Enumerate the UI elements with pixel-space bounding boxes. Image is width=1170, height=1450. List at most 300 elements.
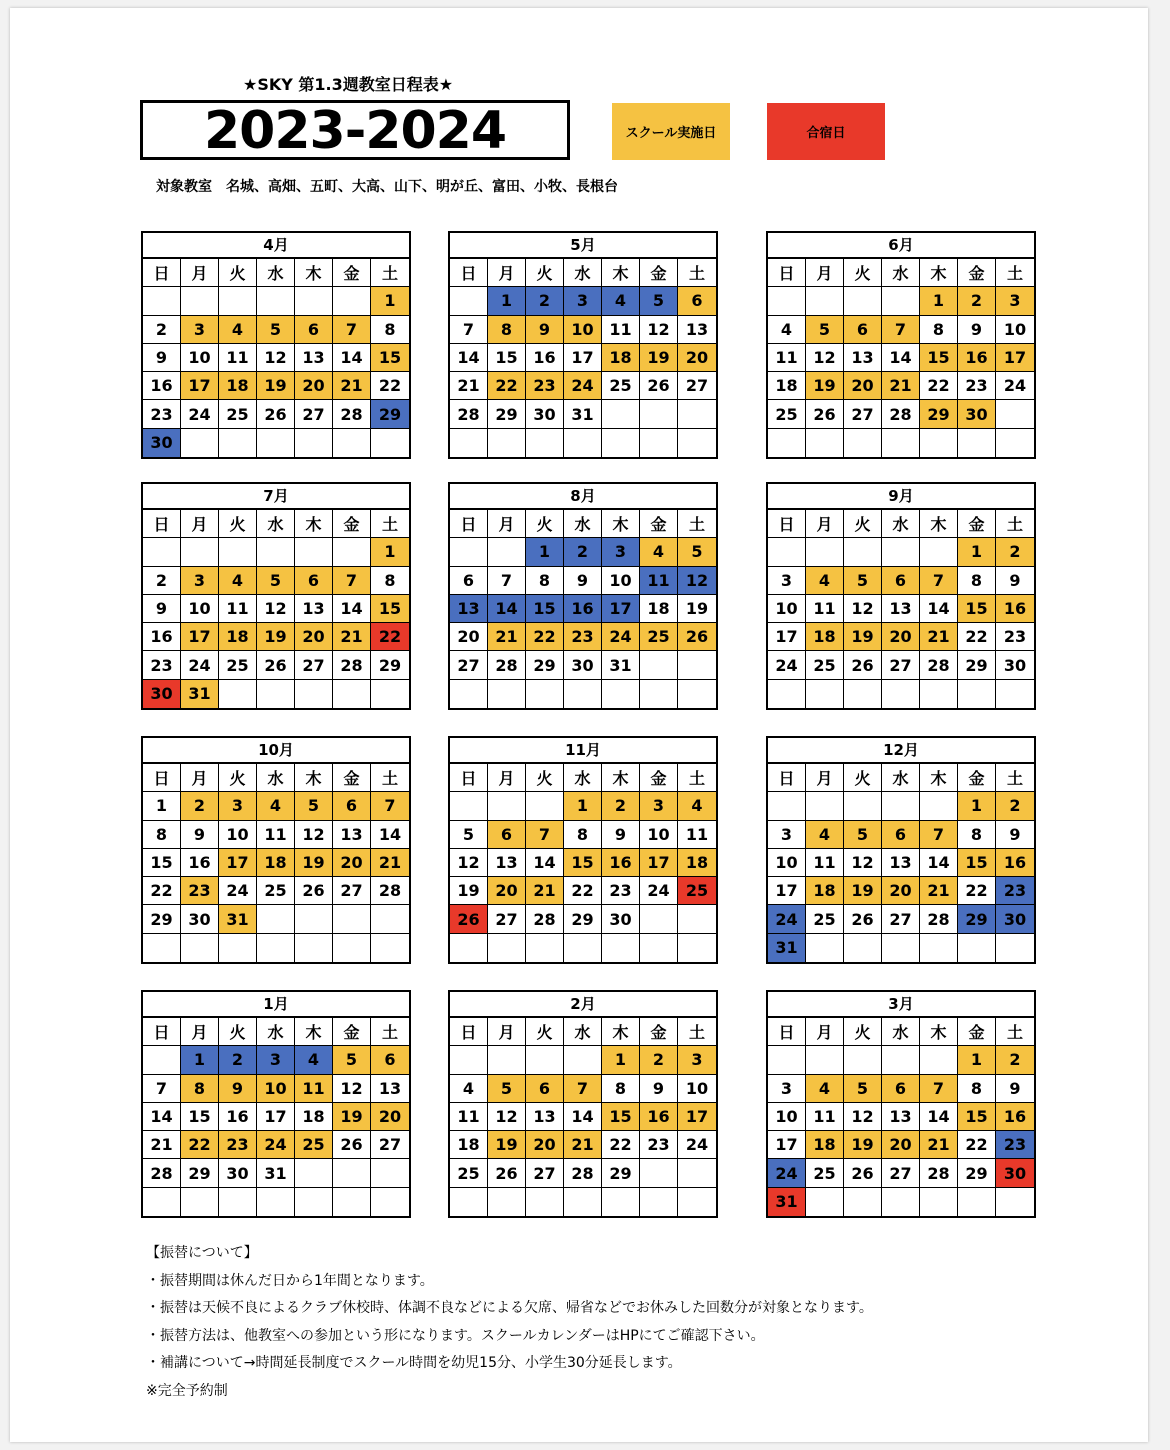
- month-title: 5月: [450, 233, 716, 259]
- day-cell: 4: [678, 792, 716, 820]
- empty-cell: [450, 680, 488, 708]
- day-cell: 15: [602, 1103, 640, 1131]
- day-cell: 18: [295, 1103, 333, 1131]
- day-cell: 21: [920, 1131, 958, 1159]
- day-cell: 27: [882, 905, 920, 933]
- day-cell: 6: [333, 792, 371, 820]
- year-title: 2023-2024: [203, 101, 507, 161]
- empty-cell: [450, 538, 488, 566]
- empty-cell: [295, 905, 333, 933]
- day-cell: 30: [526, 400, 564, 428]
- day-cell: 8: [181, 1075, 219, 1103]
- day-cell: 19: [257, 372, 295, 400]
- day-cell: 14: [488, 595, 526, 623]
- day-cell: 11: [295, 1075, 333, 1103]
- day-cell: 21: [371, 849, 409, 877]
- empty-cell: [806, 934, 844, 962]
- empty-cell: [768, 680, 806, 708]
- day-cell: 13: [333, 821, 371, 849]
- day-cell: 3: [257, 1046, 295, 1074]
- day-cell: 19: [333, 1103, 371, 1131]
- schedule-sheet: [10, 8, 1148, 1442]
- day-cell: 12: [333, 1075, 371, 1103]
- weekday-header: 火: [526, 1018, 564, 1046]
- empty-cell: [958, 934, 996, 962]
- empty-cell: [450, 792, 488, 820]
- weekday-header: 木: [602, 764, 640, 792]
- empty-cell: [143, 538, 181, 566]
- day-cell: 9: [958, 316, 996, 344]
- empty-cell: [602, 934, 640, 962]
- day-cell: 24: [640, 877, 678, 905]
- empty-cell: [882, 1046, 920, 1074]
- day-cell: 2: [996, 792, 1034, 820]
- day-cell: 18: [450, 1131, 488, 1159]
- day-cell: 3: [181, 316, 219, 344]
- weekday-header: 金: [958, 764, 996, 792]
- empty-cell: [295, 538, 333, 566]
- empty-cell: [996, 680, 1034, 708]
- day-cell: 5: [333, 1046, 371, 1074]
- month-title: 7月: [143, 484, 409, 510]
- day-cell: 15: [958, 1103, 996, 1131]
- weekday-header: 土: [996, 1018, 1034, 1046]
- weekday-header: 水: [882, 1018, 920, 1046]
- day-cell: 13: [450, 595, 488, 623]
- weekday-header: 金: [640, 764, 678, 792]
- empty-cell: [450, 287, 488, 315]
- day-cell: 25: [806, 905, 844, 933]
- day-cell: 29: [143, 905, 181, 933]
- day-cell: 25: [806, 651, 844, 679]
- empty-cell: [295, 287, 333, 315]
- weekday-header: 日: [143, 1018, 181, 1046]
- day-cell: 29: [488, 400, 526, 428]
- day-cell: 21: [333, 623, 371, 651]
- day-cell: 9: [181, 821, 219, 849]
- day-cell: 2: [958, 287, 996, 315]
- day-cell: 8: [371, 316, 409, 344]
- empty-cell: [257, 429, 295, 457]
- empty-cell: [257, 680, 295, 708]
- day-cell: 3: [678, 1046, 716, 1074]
- empty-cell: [488, 538, 526, 566]
- day-cell: 24: [768, 1159, 806, 1187]
- empty-cell: [333, 287, 371, 315]
- weekday-header: 火: [844, 1018, 882, 1046]
- day-cell: 26: [257, 400, 295, 428]
- weekday-header: 日: [768, 510, 806, 538]
- day-cell: 20: [844, 372, 882, 400]
- month-calendar: [141, 736, 411, 964]
- day-cell: 9: [996, 567, 1034, 595]
- day-cell: 25: [768, 400, 806, 428]
- day-cell: 10: [602, 567, 640, 595]
- empty-cell: [371, 429, 409, 457]
- weekday-header: 日: [450, 764, 488, 792]
- day-cell: 19: [257, 623, 295, 651]
- day-cell: 21: [564, 1131, 602, 1159]
- day-cell: 13: [882, 849, 920, 877]
- day-cell: 1: [371, 538, 409, 566]
- note-line: ・振替方法は、他教室への参加という形になります。スクールカレンダーはHPにてご確認下さい。: [146, 1327, 765, 1344]
- day-cell: 23: [958, 372, 996, 400]
- day-cell: 1: [488, 287, 526, 315]
- day-cell: 11: [806, 849, 844, 877]
- empty-cell: [640, 1188, 678, 1216]
- weekday-header: 水: [257, 259, 295, 287]
- day-cell: 23: [219, 1131, 257, 1159]
- day-cell: 3: [640, 792, 678, 820]
- day-cell: 28: [333, 651, 371, 679]
- day-cell: 6: [844, 316, 882, 344]
- empty-cell: [844, 429, 882, 457]
- note-line: ・振替は天候不良によるクラブ休校時、体調不良などによる欠席、帰省などでお休みした回数分が対象となります。: [146, 1300, 873, 1316]
- day-cell: 15: [526, 595, 564, 623]
- day-cell: 5: [257, 567, 295, 595]
- empty-cell: [920, 1188, 958, 1216]
- day-cell: 13: [371, 1075, 409, 1103]
- day-cell: 24: [181, 400, 219, 428]
- empty-cell: [996, 400, 1034, 428]
- empty-cell: [181, 429, 219, 457]
- empty-cell: [920, 429, 958, 457]
- day-cell: 19: [678, 595, 716, 623]
- day-cell: 20: [678, 344, 716, 372]
- weekday-header: 水: [882, 259, 920, 287]
- day-cell: 5: [488, 1075, 526, 1103]
- day-cell: 7: [920, 821, 958, 849]
- day-cell: 12: [450, 849, 488, 877]
- day-cell: 10: [181, 595, 219, 623]
- day-cell: 26: [678, 623, 716, 651]
- day-cell: 6: [295, 316, 333, 344]
- day-cell: 28: [564, 1159, 602, 1187]
- day-cell: 13: [295, 344, 333, 372]
- day-cell: 15: [958, 595, 996, 623]
- day-cell: 7: [371, 792, 409, 820]
- day-cell: 23: [602, 877, 640, 905]
- empty-cell: [882, 429, 920, 457]
- empty-cell: [564, 934, 602, 962]
- day-cell: 30: [219, 1159, 257, 1187]
- empty-cell: [219, 680, 257, 708]
- day-cell: 29: [526, 651, 564, 679]
- day-cell: 22: [143, 877, 181, 905]
- weekday-header: 日: [143, 764, 181, 792]
- empty-cell: [996, 934, 1034, 962]
- empty-cell: [371, 1159, 409, 1187]
- day-cell: 22: [958, 1131, 996, 1159]
- day-cell: 21: [920, 877, 958, 905]
- day-cell: 24: [768, 905, 806, 933]
- month-calendar: [766, 990, 1036, 1218]
- month-calendar: [141, 482, 411, 710]
- empty-cell: [526, 1188, 564, 1216]
- day-cell: 26: [844, 905, 882, 933]
- empty-cell: [257, 905, 295, 933]
- weekday-header: 金: [640, 510, 678, 538]
- empty-cell: [806, 1046, 844, 1074]
- day-cell: 13: [678, 316, 716, 344]
- empty-cell: [450, 429, 488, 457]
- day-cell: 3: [768, 821, 806, 849]
- empty-cell: [602, 429, 640, 457]
- day-cell: 30: [564, 651, 602, 679]
- empty-cell: [488, 934, 526, 962]
- month-title: 2月: [450, 992, 716, 1018]
- month-title: 9月: [768, 484, 1034, 510]
- day-cell: 4: [806, 1075, 844, 1103]
- empty-cell: [526, 792, 564, 820]
- empty-cell: [602, 1188, 640, 1216]
- day-cell: 28: [488, 651, 526, 679]
- day-cell: 29: [371, 651, 409, 679]
- day-cell: 1: [371, 287, 409, 315]
- weekday-header: 火: [219, 764, 257, 792]
- empty-cell: [768, 429, 806, 457]
- day-cell: 9: [143, 344, 181, 372]
- day-cell: 7: [882, 316, 920, 344]
- day-cell: 2: [181, 792, 219, 820]
- day-cell: 9: [996, 821, 1034, 849]
- day-cell: 17: [996, 344, 1034, 372]
- weekday-header: 月: [488, 1018, 526, 1046]
- day-cell: 23: [996, 1131, 1034, 1159]
- empty-cell: [640, 934, 678, 962]
- day-cell: 11: [257, 821, 295, 849]
- day-cell: 26: [450, 905, 488, 933]
- empty-cell: [181, 934, 219, 962]
- day-cell: 22: [602, 1131, 640, 1159]
- month-title: 8月: [450, 484, 716, 510]
- day-cell: 31: [181, 680, 219, 708]
- day-cell: 5: [844, 821, 882, 849]
- day-cell: 12: [844, 1103, 882, 1131]
- day-cell: 30: [181, 905, 219, 933]
- empty-cell: [806, 429, 844, 457]
- day-cell: 12: [640, 316, 678, 344]
- empty-cell: [564, 1046, 602, 1074]
- day-cell: 24: [768, 651, 806, 679]
- empty-cell: [844, 680, 882, 708]
- day-cell: 13: [295, 595, 333, 623]
- weekday-header: 木: [295, 1018, 333, 1046]
- day-cell: 5: [678, 538, 716, 566]
- weekday-header: 木: [920, 764, 958, 792]
- day-cell: 25: [450, 1159, 488, 1187]
- empty-cell: [219, 287, 257, 315]
- weekday-header: 土: [371, 1018, 409, 1046]
- day-cell: 23: [143, 651, 181, 679]
- empty-cell: [371, 905, 409, 933]
- empty-cell: [640, 1159, 678, 1187]
- month-calendar: [766, 231, 1036, 459]
- empty-cell: [958, 1188, 996, 1216]
- weekday-header: 金: [640, 259, 678, 287]
- day-cell: 10: [996, 316, 1034, 344]
- day-cell: 28: [333, 400, 371, 428]
- day-cell: 19: [295, 849, 333, 877]
- empty-cell: [882, 680, 920, 708]
- empty-cell: [219, 1188, 257, 1216]
- weekday-header: 木: [602, 510, 640, 538]
- day-cell: 14: [882, 344, 920, 372]
- day-cell: 1: [602, 1046, 640, 1074]
- day-cell: 26: [640, 372, 678, 400]
- day-cell: 10: [219, 821, 257, 849]
- day-cell: 17: [564, 344, 602, 372]
- day-cell: 9: [640, 1075, 678, 1103]
- weekday-header: 金: [958, 510, 996, 538]
- day-cell: 7: [564, 1075, 602, 1103]
- empty-cell: [371, 680, 409, 708]
- empty-cell: [602, 400, 640, 428]
- empty-cell: [678, 651, 716, 679]
- empty-cell: [806, 1188, 844, 1216]
- empty-cell: [640, 429, 678, 457]
- weekday-header: 日: [768, 764, 806, 792]
- empty-cell: [143, 1046, 181, 1074]
- weekday-header: 日: [143, 259, 181, 287]
- day-cell: 10: [768, 849, 806, 877]
- notes-heading: 【振替について】: [146, 1245, 258, 1261]
- day-cell: 1: [181, 1046, 219, 1074]
- day-cell: 28: [920, 651, 958, 679]
- day-cell: 7: [488, 567, 526, 595]
- day-cell: 31: [768, 1188, 806, 1216]
- day-cell: 3: [219, 792, 257, 820]
- day-cell: 15: [371, 344, 409, 372]
- day-cell: 29: [181, 1159, 219, 1187]
- day-cell: 7: [143, 1075, 181, 1103]
- empty-cell: [640, 400, 678, 428]
- day-cell: 31: [602, 651, 640, 679]
- empty-cell: [678, 934, 716, 962]
- day-cell: 12: [844, 595, 882, 623]
- day-cell: 25: [295, 1131, 333, 1159]
- day-cell: 5: [806, 316, 844, 344]
- month-calendar: [448, 482, 718, 710]
- day-cell: 22: [371, 372, 409, 400]
- day-cell: 23: [181, 877, 219, 905]
- weekday-header: 火: [219, 1018, 257, 1046]
- day-cell: 25: [602, 372, 640, 400]
- day-cell: 24: [181, 651, 219, 679]
- weekday-header: 水: [564, 259, 602, 287]
- day-cell: 19: [844, 877, 882, 905]
- empty-cell: [295, 1188, 333, 1216]
- empty-cell: [333, 429, 371, 457]
- day-cell: 27: [526, 1159, 564, 1187]
- day-cell: 20: [488, 877, 526, 905]
- weekday-header: 月: [806, 259, 844, 287]
- day-cell: 4: [602, 287, 640, 315]
- day-cell: 7: [450, 316, 488, 344]
- weekday-header: 月: [181, 510, 219, 538]
- day-cell: 19: [806, 372, 844, 400]
- empty-cell: [333, 934, 371, 962]
- day-cell: 8: [526, 567, 564, 595]
- day-cell: 13: [844, 344, 882, 372]
- day-cell: 10: [768, 595, 806, 623]
- day-cell: 6: [526, 1075, 564, 1103]
- day-cell: 3: [602, 538, 640, 566]
- day-cell: 9: [526, 316, 564, 344]
- day-cell: 16: [996, 849, 1034, 877]
- day-cell: 16: [219, 1103, 257, 1131]
- weekday-header: 土: [996, 259, 1034, 287]
- empty-cell: [488, 792, 526, 820]
- day-cell: 30: [996, 905, 1034, 933]
- day-cell: 26: [488, 1159, 526, 1187]
- day-cell: 17: [181, 623, 219, 651]
- day-cell: 25: [219, 400, 257, 428]
- day-cell: 14: [920, 1103, 958, 1131]
- weekday-header: 水: [882, 764, 920, 792]
- empty-cell: [920, 1046, 958, 1074]
- empty-cell: [678, 1188, 716, 1216]
- day-cell: 2: [996, 1046, 1034, 1074]
- day-cell: 28: [882, 400, 920, 428]
- empty-cell: [526, 934, 564, 962]
- weekday-header: 金: [958, 1018, 996, 1046]
- day-cell: 25: [640, 623, 678, 651]
- day-cell: 18: [219, 372, 257, 400]
- weekday-header: 日: [768, 259, 806, 287]
- empty-cell: [257, 1188, 295, 1216]
- day-cell: 27: [882, 651, 920, 679]
- day-cell: 4: [450, 1075, 488, 1103]
- day-cell: 16: [526, 344, 564, 372]
- weekday-header: 月: [806, 764, 844, 792]
- day-cell: 2: [996, 538, 1034, 566]
- weekday-header: 日: [143, 510, 181, 538]
- day-cell: 2: [219, 1046, 257, 1074]
- day-cell: 8: [958, 821, 996, 849]
- weekday-header: 月: [181, 1018, 219, 1046]
- empty-cell: [678, 400, 716, 428]
- day-cell: 20: [333, 849, 371, 877]
- day-cell: 27: [488, 905, 526, 933]
- empty-cell: [333, 1159, 371, 1187]
- day-cell: 16: [564, 595, 602, 623]
- day-cell: 22: [564, 877, 602, 905]
- day-cell: 6: [488, 821, 526, 849]
- day-cell: 1: [564, 792, 602, 820]
- empty-cell: [844, 792, 882, 820]
- empty-cell: [882, 1188, 920, 1216]
- empty-cell: [602, 680, 640, 708]
- day-cell: 9: [219, 1075, 257, 1103]
- day-cell: 26: [257, 651, 295, 679]
- day-cell: 17: [678, 1103, 716, 1131]
- day-cell: 17: [257, 1103, 295, 1131]
- weekday-header: 木: [920, 259, 958, 287]
- day-cell: 15: [488, 344, 526, 372]
- weekday-header: 木: [602, 259, 640, 287]
- day-cell: 4: [257, 792, 295, 820]
- day-cell: 23: [996, 877, 1034, 905]
- day-cell: 3: [768, 1075, 806, 1103]
- day-cell: 14: [143, 1103, 181, 1131]
- day-cell: 21: [526, 877, 564, 905]
- empty-cell: [806, 538, 844, 566]
- day-cell: 7: [333, 316, 371, 344]
- month-calendar: [448, 231, 718, 459]
- empty-cell: [333, 680, 371, 708]
- weekday-header: 土: [678, 1018, 716, 1046]
